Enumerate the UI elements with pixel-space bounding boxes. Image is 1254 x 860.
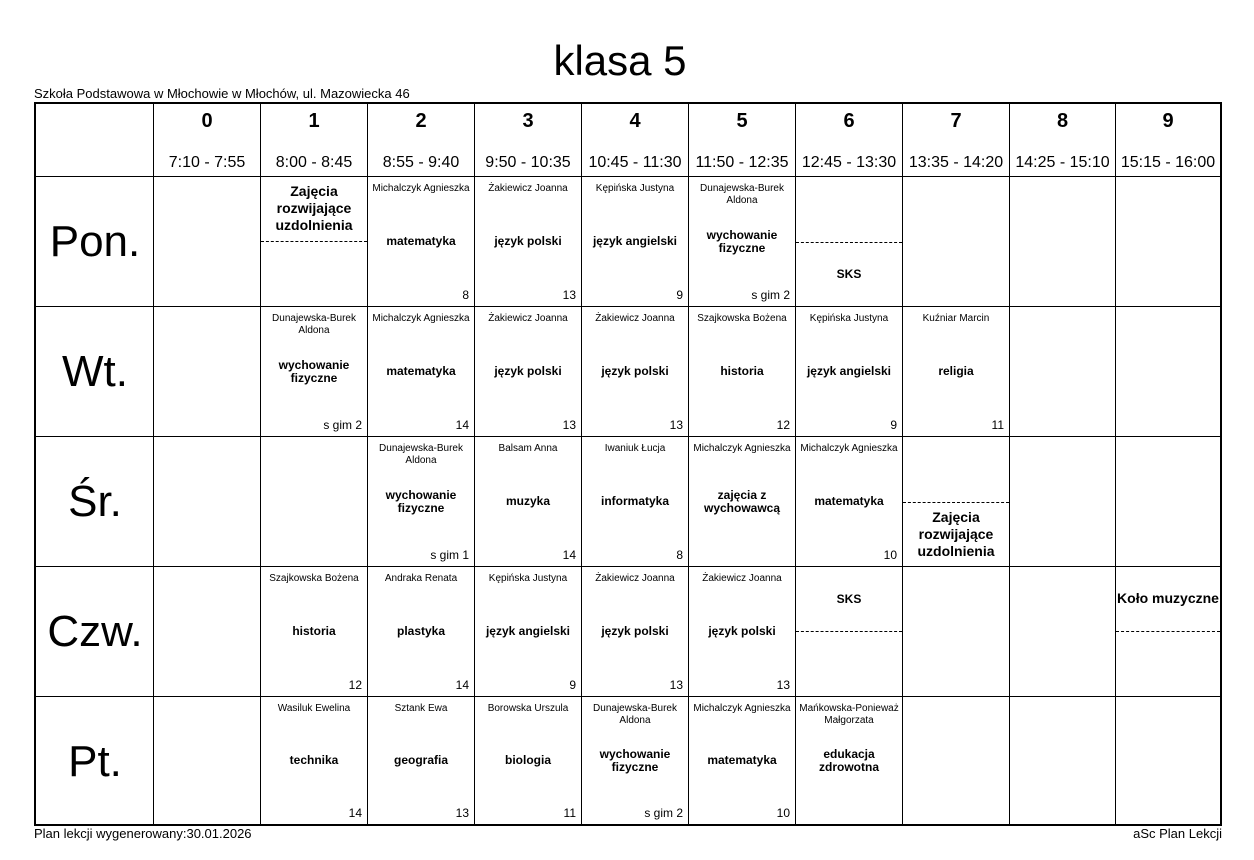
lesson-cell[interactable] — [368, 567, 474, 696]
period-header-9 — [1116, 104, 1220, 176]
lesson-subject: geografia — [393, 753, 448, 767]
lesson-room: 13 — [562, 418, 576, 432]
period-time: 8:00 - 8:45 — [275, 154, 353, 171]
day-label-tue: Wt. — [62, 346, 128, 396]
lesson-cell[interactable] — [261, 567, 367, 696]
period-header-2 — [368, 104, 474, 176]
lesson-subject: Koło muzyczne — [1116, 567, 1220, 632]
lesson-cell[interactable] — [261, 177, 367, 306]
lesson-subject: język polski — [601, 624, 669, 638]
lesson-cell[interactable] — [903, 437, 1009, 566]
lesson-cell[interactable] — [475, 437, 581, 566]
period-time: 14:25 - 15:10 — [1015, 154, 1110, 171]
period-number: 1 — [308, 110, 320, 132]
lesson-subject: Zajęcia rozwijające uzdolnienia — [903, 502, 1009, 567]
lesson-subject: informatyka — [600, 494, 670, 508]
lesson-cell[interactable] — [368, 437, 474, 566]
period-time: 7:10 - 7:55 — [168, 154, 246, 171]
brand-label: aSc Plan Lekcji — [1133, 826, 1222, 841]
lesson-subject: język polski — [708, 624, 776, 638]
lesson-teacher: Andraka Renata — [384, 573, 458, 584]
lesson-room: 13 — [455, 806, 469, 820]
period-header-5 — [689, 104, 795, 176]
lesson-subject: matematyka — [707, 753, 777, 767]
lesson-subject: język polski — [494, 364, 562, 378]
period-time: 11:50 - 12:35 — [695, 154, 789, 171]
lesson-cell[interactable] — [368, 697, 474, 824]
lesson-subject: historia — [292, 624, 336, 638]
lesson-cell[interactable] — [368, 177, 474, 306]
period-header-4 — [582, 104, 688, 176]
lesson-room: 9 — [569, 678, 576, 692]
lesson-teacher: Michalczyk Agnieszka — [372, 183, 470, 194]
lesson-cell[interactable] — [689, 177, 795, 306]
period-number: 0 — [201, 110, 213, 132]
lesson-subject: język polski — [601, 364, 669, 378]
lesson-teacher: Kępińska Justyna — [595, 183, 675, 194]
lesson-room: s gim 2 — [323, 418, 362, 432]
period-number: 2 — [415, 110, 427, 132]
lesson-teacher: Sztank Ewa — [394, 703, 448, 714]
page-title: klasa 5 — [553, 37, 687, 84]
lesson-teacher: Michalczyk Agnieszka — [693, 703, 791, 714]
lesson-teacher: Dunajewska-Burek Aldona — [700, 183, 784, 206]
lesson-teacher: Iwaniuk Łucja — [604, 443, 666, 454]
lesson-cell[interactable] — [475, 177, 581, 306]
lesson-subject: matematyka — [814, 494, 884, 508]
lesson-subject: matematyka — [386, 234, 456, 248]
lesson-cell[interactable] — [689, 307, 795, 436]
lesson-cell[interactable] — [582, 177, 688, 306]
lesson-cell[interactable] — [582, 437, 688, 566]
lesson-subject: język angielski — [592, 234, 678, 248]
lesson-teacher: Mańkowska-Ponieważ Małgorzata — [799, 703, 899, 726]
school-name: Szkoła Podstawowa w Młochowie w Młochów, ul. Mazowiecka 46 — [34, 86, 410, 101]
lesson-room: 13 — [776, 678, 790, 692]
period-time: 12:45 - 13:30 — [801, 154, 897, 171]
period-time: 10:45 - 11:30 — [588, 154, 682, 171]
period-time: 8:55 - 9:40 — [382, 154, 460, 171]
lesson-teacher: Żakiewicz Joanna — [595, 313, 675, 324]
lesson-subject: biologia — [505, 753, 551, 767]
lesson-room: 13 — [669, 678, 683, 692]
lesson-subject: zajęcia z wychowawcą — [703, 487, 781, 515]
lesson-cell[interactable] — [689, 567, 795, 696]
day-label-mon: Pon. — [49, 216, 141, 266]
period-number: 4 — [629, 110, 641, 132]
lesson-room: 11 — [991, 418, 1004, 432]
lesson-teacher: Michalczyk Agnieszka — [800, 443, 898, 454]
lesson-cell[interactable] — [796, 437, 902, 566]
period-header-3 — [475, 104, 581, 176]
lesson-subject: edukacja zdrowotna — [819, 746, 879, 774]
lesson-teacher: Kuźniar Marcin — [922, 313, 990, 324]
lesson-room: 8 — [462, 288, 469, 302]
lesson-room: 11 — [563, 806, 576, 820]
lesson-subject: historia — [720, 364, 764, 378]
lesson-cell[interactable] — [475, 697, 581, 824]
period-number: 9 — [1162, 110, 1174, 132]
lesson-subject: wychowanie fizyczne — [278, 357, 350, 385]
lesson-teacher: Dunajewska-Burek Aldona — [272, 313, 356, 336]
lesson-room: 9 — [890, 418, 897, 432]
lesson-subject: wychowanie fizyczne — [599, 746, 671, 774]
lesson-subject: język angielski — [806, 364, 892, 378]
lesson-room: s gim 1 — [430, 548, 469, 562]
lesson-room: 13 — [562, 288, 576, 302]
lesson-subject: plastyka — [396, 624, 446, 638]
lesson-teacher: Szajkowska Bożena — [697, 313, 787, 324]
period-time: 9:50 - 10:35 — [485, 154, 571, 171]
lesson-subject: język polski — [494, 234, 562, 248]
lesson-room: 12 — [776, 418, 790, 432]
lesson-room: s gim 2 — [751, 288, 790, 302]
period-time: 13:35 - 14:20 — [908, 154, 1004, 171]
lesson-subject: wychowanie fizyczne — [706, 227, 778, 255]
lesson-cell[interactable] — [689, 697, 795, 824]
lesson-cell[interactable] — [796, 567, 902, 696]
lesson-cell[interactable] — [582, 697, 688, 824]
period-header-6 — [796, 104, 902, 176]
lesson-subject: matematyka — [386, 364, 456, 378]
lesson-room: 13 — [669, 418, 683, 432]
lesson-teacher: Dunajewska-Burek Aldona — [379, 443, 463, 466]
lesson-room: 9 — [676, 288, 683, 302]
period-number: 6 — [843, 110, 855, 132]
lesson-teacher: Kępińska Justyna — [809, 313, 889, 324]
lesson-cell[interactable] — [261, 697, 367, 824]
lesson-subject: Zajęcia rozwijające uzdolnienia — [261, 177, 367, 242]
day-label-wed: Śr. — [68, 476, 122, 526]
lesson-teacher: Dunajewska-Burek Aldona — [593, 703, 677, 726]
lesson-teacher: Żakiewicz Joanna — [488, 313, 568, 324]
lesson-teacher: Żakiewicz Joanna — [595, 573, 675, 584]
lesson-subject: religia — [938, 364, 974, 378]
period-number: 7 — [950, 110, 962, 132]
lesson-cell[interactable] — [689, 437, 795, 566]
lesson-subject: muzyka — [505, 494, 551, 508]
period-number: 8 — [1056, 110, 1069, 132]
period-time: 15:15 - 16:00 — [1120, 154, 1216, 171]
lesson-room: 14 — [348, 806, 362, 820]
lesson-teacher: Michalczyk Agnieszka — [693, 443, 791, 454]
lesson-teacher: Szajkowska Bożena — [269, 573, 359, 584]
lesson-teacher: Michalczyk Agnieszka — [372, 313, 470, 324]
lesson-cell[interactable] — [796, 177, 902, 306]
lesson-room: 14 — [455, 418, 469, 432]
lesson-cell[interactable] — [903, 307, 1009, 436]
lesson-cell[interactable] — [796, 307, 902, 436]
day-label-fri: Pt. — [68, 736, 122, 786]
timetable-grid — [34, 102, 1222, 826]
lesson-room: 8 — [676, 548, 683, 562]
lesson-cell[interactable] — [261, 307, 367, 436]
lesson-subject: wychowanie fizyczne — [385, 487, 457, 515]
lesson-cell[interactable] — [475, 307, 581, 436]
lesson-cell[interactable] — [582, 307, 688, 436]
day-label-thu: Czw. — [47, 606, 143, 656]
lesson-room: 10 — [776, 806, 790, 820]
lesson-subject: SKS — [796, 242, 902, 307]
period-header-1 — [261, 104, 367, 176]
period-header-8 — [1010, 104, 1115, 176]
lesson-room: 10 — [883, 548, 897, 562]
lesson-teacher: Żakiewicz Joanna — [702, 573, 782, 584]
period-number: 3 — [522, 110, 534, 132]
lesson-room: 14 — [562, 548, 576, 562]
lesson-subject: SKS — [796, 567, 902, 632]
period-header-0 — [154, 104, 260, 176]
lesson-room: 12 — [348, 678, 362, 692]
period-header-7 — [903, 104, 1009, 176]
period-number: 5 — [736, 110, 748, 132]
lesson-cell[interactable] — [368, 307, 474, 436]
lesson-subject: technika — [289, 753, 339, 767]
lesson-teacher: Wasiluk Ewelina — [277, 703, 351, 714]
lesson-room: s gim 2 — [644, 806, 683, 820]
lesson-cell[interactable] — [796, 697, 902, 824]
lesson-teacher: Kępińska Justyna — [488, 573, 568, 584]
lesson-subject: język angielski — [485, 624, 571, 638]
lesson-cell[interactable] — [475, 567, 581, 696]
lesson-cell[interactable] — [1116, 567, 1220, 696]
generated-date: Plan lekcji wygenerowany:30.01.2026 — [34, 826, 252, 841]
lesson-room: 14 — [455, 678, 469, 692]
lesson-teacher: Żakiewicz Joanna — [488, 183, 568, 194]
lesson-cell[interactable] — [582, 567, 688, 696]
lesson-teacher: Balsam Anna — [498, 443, 558, 454]
lesson-teacher: Borowska Urszula — [487, 703, 569, 714]
